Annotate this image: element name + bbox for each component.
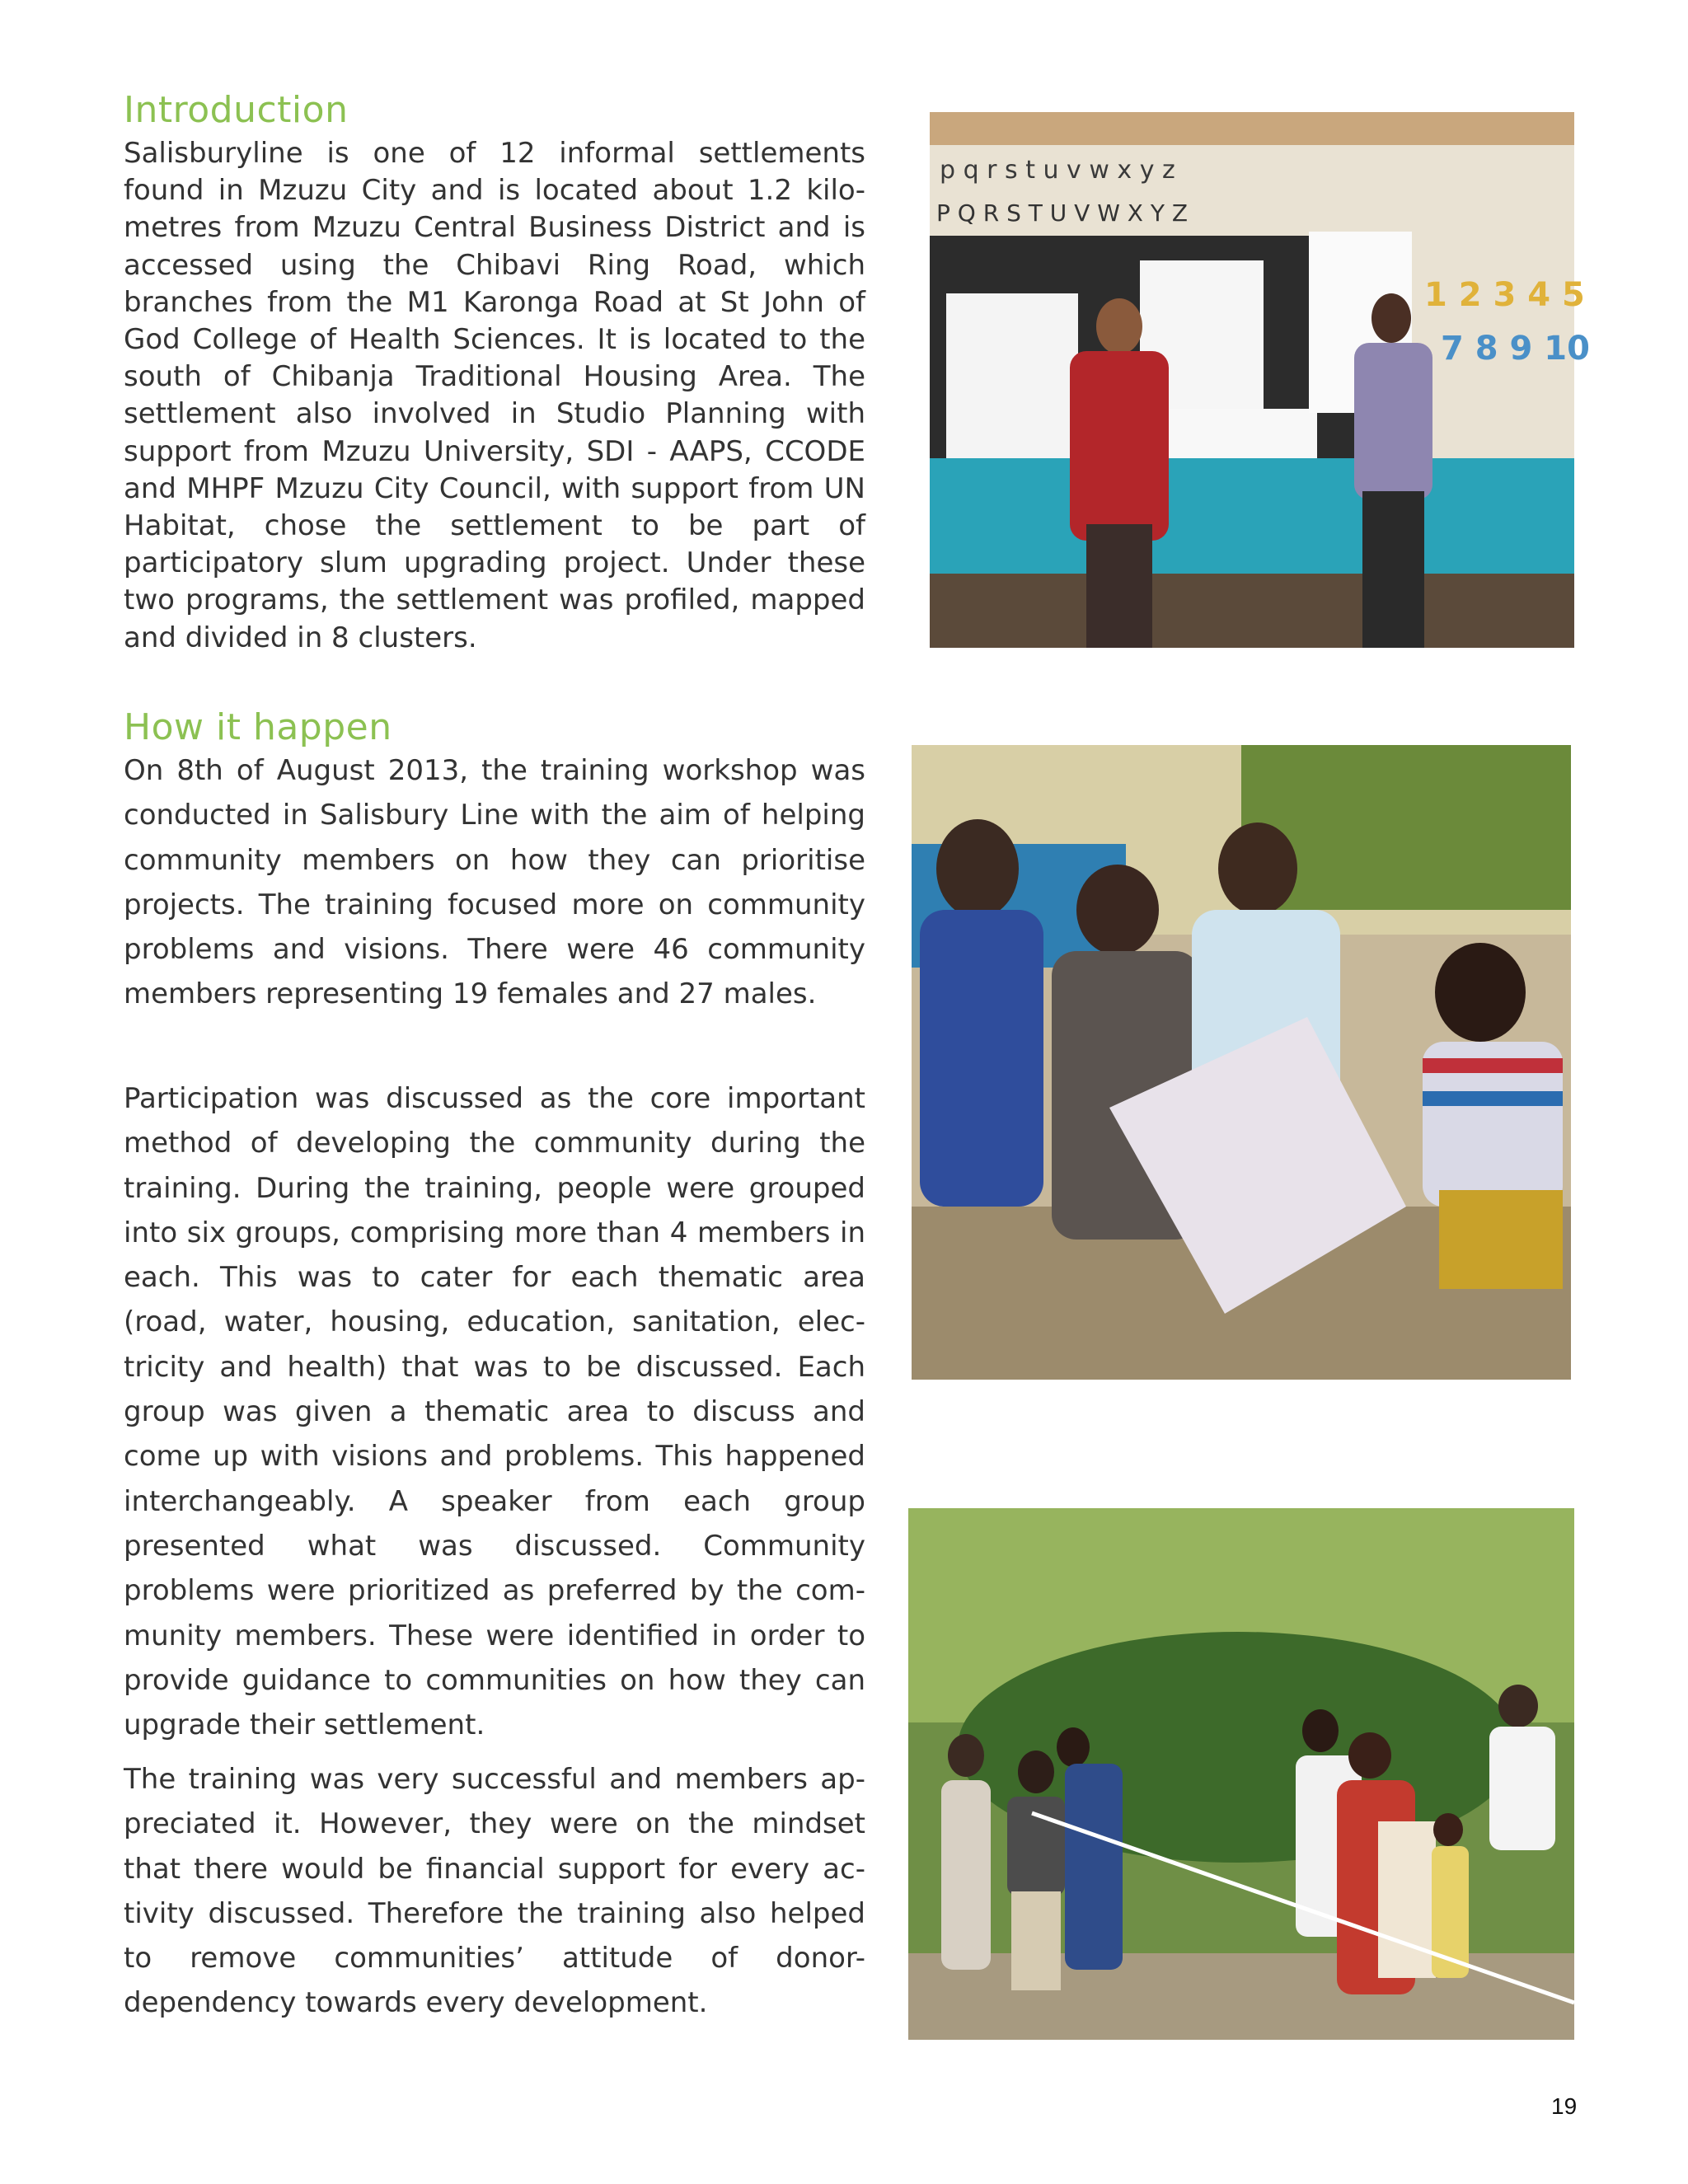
outdoor-group-photo — [908, 1508, 1574, 2040]
how-it-happen-paragraph-1: On 8th of August 2013, the training workshop was conducted in Salisbury Line with the aim of helping community members on how they can prioritise projects. The training focused more on community problems and visions. There were 46 community members representing 19 females and 27 males. — [124, 754, 865, 1011]
alphabet-upper-strip: P Q R S T U V W X Y Z — [936, 199, 1189, 227]
how-it-happen-paragraph-2: Participation was discussed as the core important method of developing the community during the training. During the training, people were grouped into six groups, comprising more than 4 members in each. This was to cater for each thematic area (road, water, housing, education, sanitation, electricity and health) that was to be discussed. Each group was given a thematic area to discuss and come up with visions and problems. This happened interchangeably. A speaker from each group presented what was discussed. Community problems were prioritized as preferred by the community members. These were identified in order to provide guidance to communities on how they can upgrade their settlement. — [124, 1082, 865, 1742]
alphabet-lower-strip: p q r s t u v w x y z — [940, 156, 1175, 185]
introduction-paragraph: Salisburyline is one of 12 informal settlements found in Mzuzu City and is located about 1.2 kilometres from Mzuzu Central Business District and is accessed using the Chibavi Ring Road, which branches from the M1 Karonga Road at St John of God College of Health Sciences. It is located to the south of Chibanja Traditional Housing Area. The settlement also involved in Studio Planning with support from Mzuzu University, SDI - AAPS, CCODE and MHPF Mzuzu City Council, with support from UN Habitat, chose the settlement to be part of participatory slum upgrading project. Under these two programs, the settlement was profiled, mapped and divided in 8 clusters. — [124, 137, 865, 654]
numbers-bottom: 7 8 9 10 — [1441, 330, 1590, 368]
classroom-photo — [930, 112, 1590, 648]
how-it-happen-heading: How it happen — [124, 706, 392, 748]
community-map-photo — [912, 745, 1571, 1380]
page-number: 19 — [1551, 2093, 1578, 2119]
introduction-heading: Introduction — [124, 89, 349, 131]
numbers-top: 1 2 3 4 5 — [1424, 276, 1585, 314]
how-it-happen-paragraph-3: The training was very successful and members appreciated it. However, they were on the mindset that there would be financial support for every activity discussed. Therefore the training also helped to remove communities’ attitude of donor-dependency towards every development. — [124, 1763, 865, 2020]
